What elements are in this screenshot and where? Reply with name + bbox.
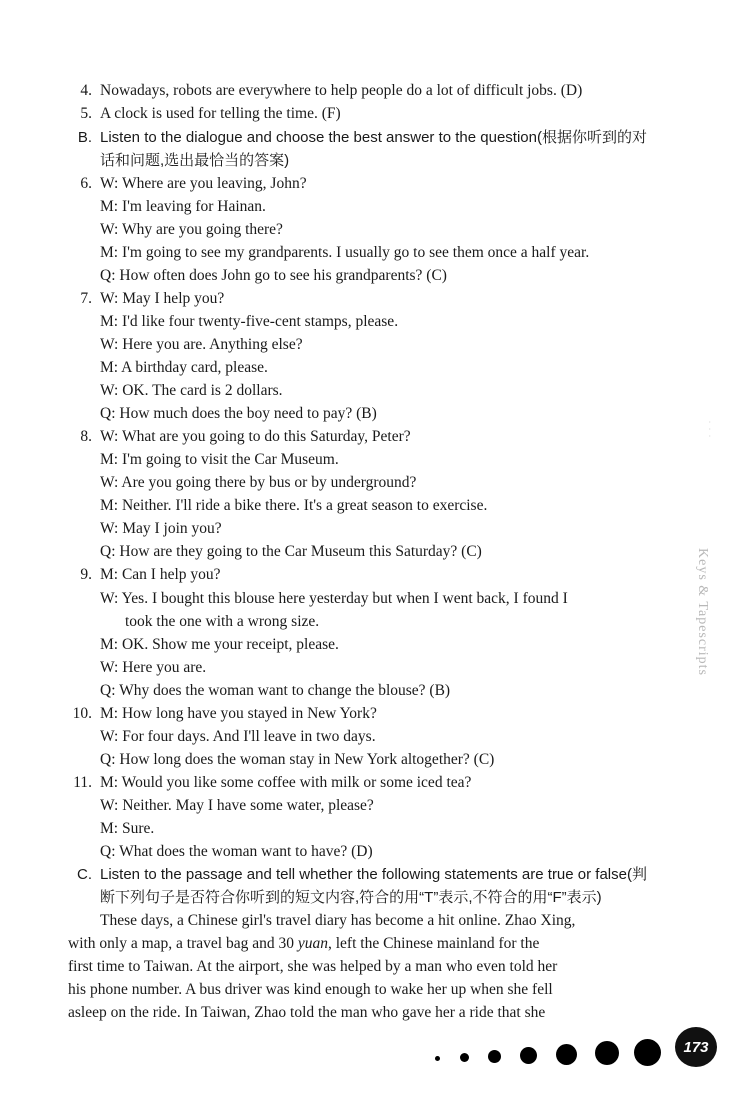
side-running-title: Keys & Tapescripts [695, 548, 710, 676]
dialogue-line-cont: took the one with a wrong size. [125, 613, 320, 630]
dialogue-line: M: I'm going to see my grandparents. I usually go to see them once a half year. [100, 244, 590, 261]
question-line: Q: Why does the woman want to change the blouse? (B) [100, 682, 451, 699]
dialogue-line: M: Neither. I'll ride a bike there. It's a great season to exercise. [100, 497, 488, 514]
dialogue-line: M: I'm leaving for Hainan. [100, 198, 266, 215]
dialogue-line: W: Why are you going there? [100, 221, 283, 238]
passage-line: asleep on the ride. In Taiwan, Zhao told the man who gave her a ride that she [68, 1004, 546, 1021]
dialogue-line: M: I'm going to visit the Car Museum. [100, 451, 339, 468]
item-number-10: 10. [72, 705, 92, 722]
footer-dot [556, 1044, 577, 1065]
footer-dot [488, 1050, 501, 1063]
dialogue-line: W: Here you are. [100, 659, 207, 676]
item-number-7: 7. [80, 290, 92, 307]
section-c-label: C. [77, 866, 92, 883]
item-number-9: 9. [80, 566, 92, 583]
dialogue-line: W: May I help you? [100, 290, 225, 307]
dialogue-line: M: A birthday card, please. [100, 359, 268, 376]
statement-4: Nowadays, robots are everywhere to help people do a lot of difficult jobs. (D) [100, 82, 583, 99]
footer-dot [595, 1041, 619, 1065]
footer-dot [520, 1047, 537, 1064]
section-b-instruction: Listen to the dialogue and choose the best answer to the question(根据你听到的对 [100, 129, 647, 146]
statement-5: A clock is used for telling the time. (F) [100, 105, 341, 122]
side-faint-mark: · · · [703, 420, 717, 438]
passage-line [68, 934, 539, 954]
dialogue-line: W: Yes. I bought this blouse here yesterday but when I went back, I found I [100, 590, 568, 607]
question-line: Q: How long does the woman stay in New York altogether? (C) [100, 751, 495, 768]
footer-dot [634, 1039, 661, 1066]
section-b-label: B. [77, 129, 92, 146]
page-number: 173 [675, 1027, 717, 1067]
dialogue-line: M: I'd like four twenty-five-cent stamps, please. [100, 313, 399, 330]
dialogue-line: W: OK. The card is 2 dollars. [100, 382, 283, 399]
dialogue-line: M: Would you like some coffee with milk or some iced tea? [100, 774, 472, 791]
item-number-6: 6. [80, 175, 92, 192]
dialogue-line: W: For four days. And I'll leave in two days. [100, 728, 376, 745]
dialogue-line: W: Are you going there by bus or by underground? [100, 474, 417, 491]
dialogue-line: W: Neither. May I have some water, please? [100, 797, 374, 814]
dialogue-line: W: Where are you leaving, John? [100, 175, 307, 192]
item-number-5: 5. [80, 105, 92, 122]
dialogue-line: W: May I join you? [100, 520, 222, 537]
section-c-instruction: Listen to the passage and tell whether the following statements are true or false(判 [100, 866, 647, 883]
passage-text: , left the Chinese mainland for the [328, 935, 540, 952]
question-line: Q: How much does the boy need to pay? (B) [100, 405, 377, 422]
question-line: Q: What does the woman want to have? (D) [100, 843, 373, 860]
dialogue-line: M: Can I help you? [100, 566, 221, 583]
footer-dot [435, 1056, 440, 1061]
passage-text: with only a map, a travel bag and 30 [68, 935, 298, 952]
dialogue-line: W: What are you going to do this Saturday, Peter? [100, 428, 411, 445]
footer-dot [460, 1053, 469, 1062]
dialogue-line: W: Here you are. Anything else? [100, 336, 303, 353]
item-number-8: 8. [80, 428, 92, 445]
section-c-instruction-cont: 断下列句子是否符合你听到的短文内容,符合的用“T”表示,不符合的用“F”表示) [100, 889, 602, 906]
item-number-4: 4. [80, 82, 92, 99]
question-line: Q: How are they going to the Car Museum this Saturday? (C) [100, 543, 482, 560]
passage-line: These days, a Chinese girl's travel diary has become a hit online. Zhao Xing, [100, 912, 576, 929]
passage-italic-word: yuan [297, 935, 328, 952]
item-number-11: 11. [73, 774, 92, 791]
dialogue-line: M: OK. Show me your receipt, please. [100, 636, 339, 653]
dialogue-line: M: Sure. [100, 820, 155, 837]
section-b-instruction-cont: 话和问题,选出最恰当的答案) [100, 152, 290, 169]
passage-line: his phone number. A bus driver was kind enough to wake her up when she fell [68, 981, 553, 998]
dialogue-line: M: How long have you stayed in New York? [100, 705, 377, 722]
question-line: Q: How often does John go to see his grandparents? (C) [100, 267, 447, 284]
passage-line: first time to Taiwan. At the airport, she was helped by a man who even told her [68, 958, 558, 975]
